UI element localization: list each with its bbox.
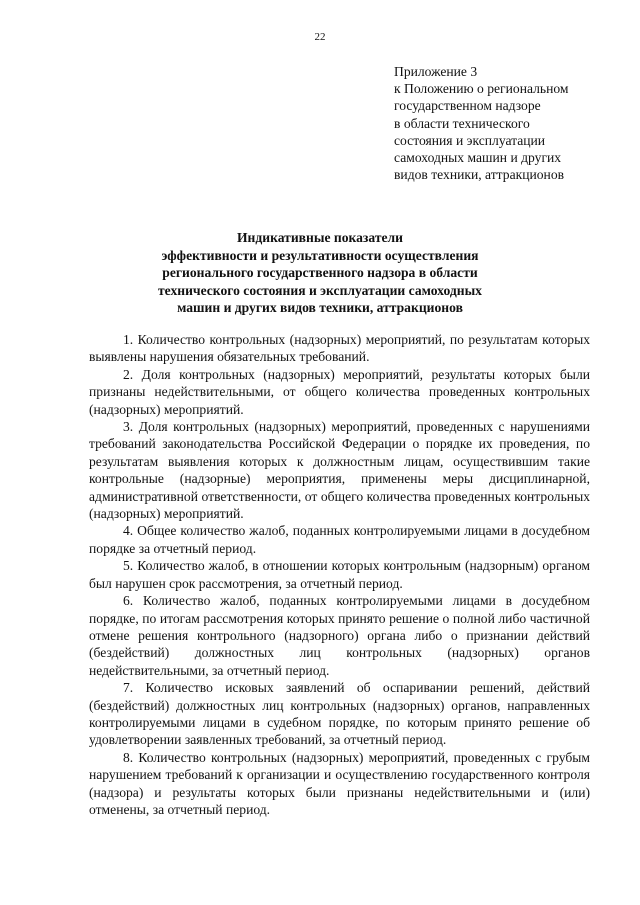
indicator-item: 1. Количество контрольных (надзорных) мероприятий, по результатам которых выявлены нарушения обязательных требований.: [89, 332, 590, 365]
title-line: Индикативные показатели: [236, 230, 404, 245]
indicator-item: 8. Количество контрольных (надзорных) мероприятий, проведенных с грубым нарушением требований к организации и осуществлению государственного контроля (надзора) и результаты которых были признаны недействительными и (или) отменены, за отчетный период.: [89, 749, 590, 817]
title-line: машин и других видов техники, аттракционов: [177, 300, 463, 315]
appendix-line: состояния и эксплуатации: [394, 132, 546, 148]
appendix-line: государственном надзоре: [394, 98, 541, 114]
title-line: эффективности и результативности осуществления: [161, 247, 479, 263]
indicator-list: [89, 331, 590, 818]
indicator-item: 6. Количество жалоб, поданных контролируемыми лицами в досудебном порядке, по итогам рассмотрения которых принято решение о полной либо частичной отмене решения контрольного (надзорного) органа либо о признании действий (бездействий) должностных лиц контрольных (надзорных) органов недействительными, за отчетный период.: [89, 593, 590, 678]
indicator-item: 7. Количество исковых заявлений об оспаривании решений, действий (бездействий) должностных лиц контрольных (надзорных) органов, направленных контролируемыми лицами в судебном порядке, по которым принято решение об удовлетворении заявленных требований, за отчетный период.: [89, 680, 590, 748]
appendix-line: видов техники, аттракционов: [394, 167, 565, 183]
appendix-line: Приложение 3: [394, 64, 478, 79]
page-number: 22: [314, 31, 326, 43]
appendix-line: в области технического: [394, 115, 530, 131]
indicator-item: 3. Доля контрольных (надзорных) мероприятий, проведенных с нарушениями требований законодательства Российской Федерации о порядке их проведения, по результатам выявления которых к должностным лицам, осуществившим такие контрольные (надзорные) мероприятия, применены меры дисциплинарной, административной ответственности, от общего количества проведенных контрольных (надзорных) мероприятий.: [89, 419, 590, 522]
title-line: технического состояния и эксплуатации самоходных: [158, 282, 482, 298]
appendix-note: [394, 63, 630, 183]
appendix-line: самоходных машин и других: [394, 150, 562, 166]
indicator-item: 4. Общее количество жалоб, поданных контролируемыми лицами в досудебном порядке за отчетный период.: [89, 523, 590, 556]
appendix-line: к Положению о региональном: [394, 81, 569, 97]
indicator-item: 2. Доля контрольных (надзорных) мероприятий, результаты которых были признаны недействительными, от общего количества проведенных контрольных (надзорных) мероприятий.: [89, 366, 590, 417]
indicator-item: 5. Количество жалоб, в отношении которых контрольным (надзорным) органом был нарушен срок рассмотрения, за отчетный период.: [89, 558, 590, 591]
title-line: регионального государственного надзора в области: [162, 265, 478, 280]
document-title: [82, 229, 558, 317]
